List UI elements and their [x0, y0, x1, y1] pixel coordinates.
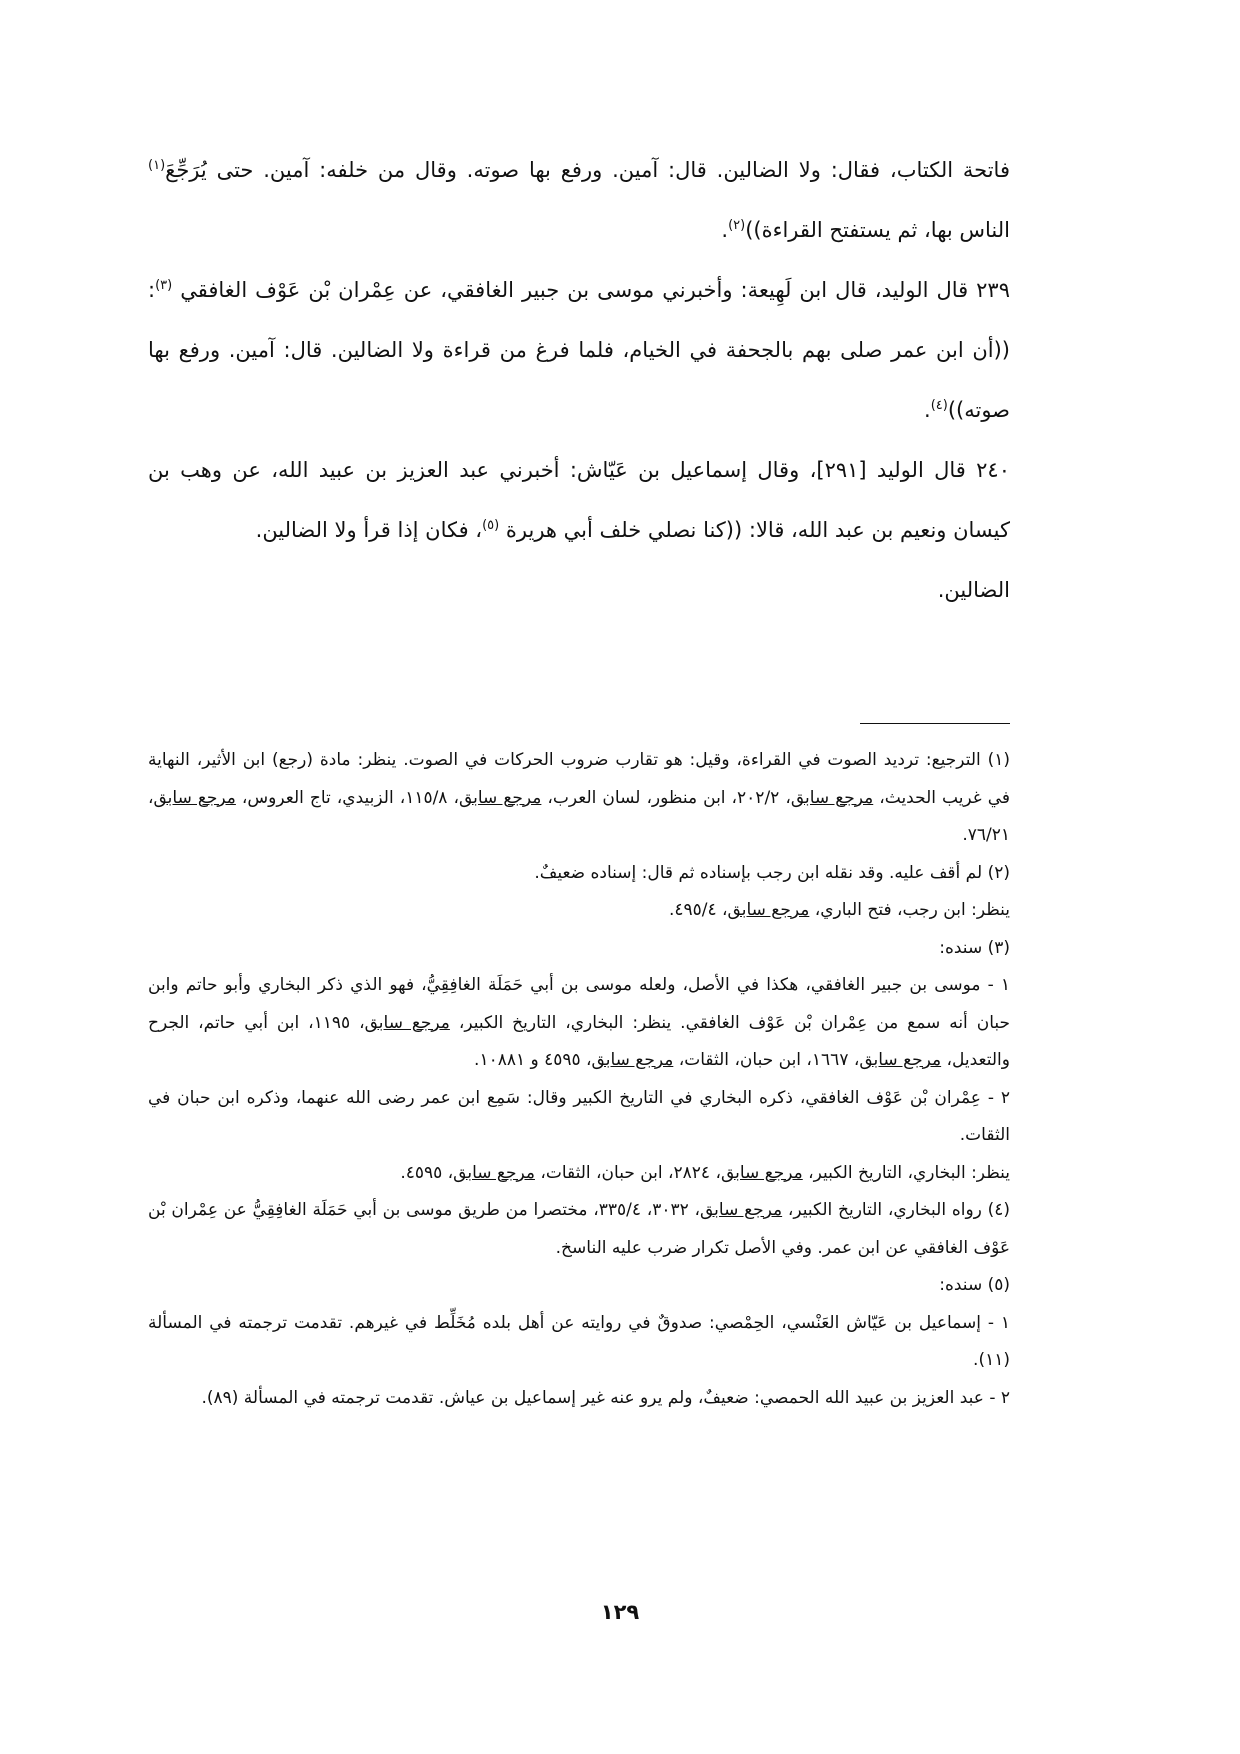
text-run: ١ - إسماعيل بن عَيّاش العَنْسي، الحِمْصي: صدوقٌ في روايته عن أهل بلده مُخَلِّط في غيرهم. تقدمت ترجمته في المسألة (١١).	[148, 1312, 1010, 1370]
footnote	[148, 1155, 1010, 1193]
text-run: ، ٧٦/٢١.	[148, 787, 1010, 845]
footnote	[148, 930, 1010, 968]
text-run: ، ١١٥/٨، الزبيدي، تاج العروس،	[235, 787, 459, 808]
footnote	[148, 1192, 1010, 1267]
text-run: (٢) لم أقف عليه. وقد نقله ابن رجب بإسناده ثم قال: إسناده ضعيفٌ.	[534, 862, 1010, 883]
text-run: ٢ - عِمْران بْن عَوْف الغافقي، ذكره البخاري في التاريخ الكبير وقال: سَمِع ابن عمر رضى الله عنهما، وذكره ابن حبان في الثقات.	[148, 1087, 1010, 1145]
footnote	[148, 967, 1010, 1080]
text-run: : ((أن ابن عمر صلى بهم بالجحفة في الخيام، فلما فرغ من قراءة ولا الضالين. قال: آمين. ورفع بها صوته))	[148, 278, 1010, 422]
text-run: (٣) سنده:	[939, 937, 1010, 958]
text-run: ، ٣٠٣٢، ٣٣٥/٤، مختصرا من طريق موسى بن أبي حَمَلَة الغافِقِيُّ عن عِمْران بْن عَوْف الغافقي عن ابن عمر. وفي الأصل تكرار ضرب عليه الناسخ.	[148, 1200, 1010, 1258]
text-run: ١ - موسى بن جبير الغافقي، هكذا في الأصل، ولعله موسى بن أبي حَمَلَة الغافِقِيُّ، فهو الذي ذكر البخاري وأبو حاتم وابن حبان أنه سمع من عِمْران بْن عَوْف الغافقي. ينظر: البخاري، التاريخ الكبير،	[148, 975, 1011, 1033]
text-run: (٥) سنده:	[939, 1275, 1010, 1295]
text-run: ، ٢٨٢٤، ابن حبان، الثقات،	[534, 1162, 721, 1183]
text-run: ينظر: البخاري، التاريخ الكبير،	[802, 1162, 1010, 1183]
text-run: .	[924, 398, 931, 422]
text-run: ٢ - عبد العزيز بن عبيد الله الحمصي: ضعيفٌ، ولم يرو عنه غير إسماعيل بن عياش. تقدمت ترجمته في المسألة (٨٩).	[201, 1387, 1010, 1408]
citation-reference: مرجع سابق	[153, 787, 236, 808]
footnotes	[148, 742, 1010, 1417]
citation-reference: مرجع سابق	[453, 1162, 535, 1183]
citation-reference: مرجع سابق	[458, 787, 542, 808]
citation-reference: مرجع سابق	[364, 1012, 450, 1033]
text-run: ، ٤٩٥/٤.	[668, 900, 728, 920]
text-run: ، ١١٩٥، ابن أبي حاتم، الجرح والتعديل،	[148, 1012, 1010, 1070]
footnote	[148, 1080, 1010, 1155]
footnote-reference: (٤)	[930, 398, 948, 413]
paragraph	[148, 440, 1010, 560]
page-number: ١٢٩	[600, 1600, 640, 1624]
citation-reference: مرجع سابق	[790, 787, 874, 808]
text-run: (١) الترجيع: ترديد الصوت في القراءة، وقيل: هو تقارب ضروب الحركات في الصوت. ينظر: مادة (رجع) ابن الأثير، النهاية في غريب الحديث،	[148, 750, 1011, 808]
text-run: ، ٤٥٩٥ و ١٠٨٨١.	[474, 1050, 592, 1070]
citation-reference: مرجع سابق	[720, 1162, 803, 1183]
footnote-reference: (٣)	[155, 278, 173, 293]
text-run: (٤) رواه البخاري، التاريخ الكبير،	[782, 1200, 1011, 1220]
main-body	[148, 140, 1010, 620]
text-run: الناس بها، ثم يستفتح القراءة))	[745, 218, 1010, 242]
text-run: .	[721, 218, 729, 242]
footnote	[148, 892, 1010, 930]
citation-reference: مرجع سابق	[700, 1200, 783, 1220]
paragraph	[148, 260, 1010, 440]
main-text	[148, 140, 1010, 620]
text-run: الضالين.	[937, 578, 1010, 602]
citation-reference: مرجع سابق	[859, 1050, 942, 1070]
footnote-reference: (٥)	[482, 518, 500, 533]
paragraph	[148, 560, 1010, 620]
footnote	[148, 1267, 1010, 1305]
text-run: ينظر: ابن رجب، فتح الباري،	[809, 900, 1010, 920]
paragraph	[148, 140, 1010, 260]
footnote	[148, 855, 1010, 893]
footnote-separator	[860, 723, 1010, 724]
text-run: ٢٣٩ قال الوليد، قال ابن لَهِيعة: وأخبرني موسى بن جبير الغافقي، عن عِمْران بْن عَوْف الغافقي	[172, 278, 1010, 302]
citation-reference: مرجع سابق	[727, 900, 810, 920]
footnote	[148, 742, 1010, 855]
text-run: ٢٤٠ قال الوليد [٢٩١]، وقال إسماعيل بن عَيّاش: أخبرني عبد العزيز بن عبيد الله، عن وهب بن كيسان ونعيم بن عبد الله، قالا: ((كنا نصلي خلف أبي هريرة	[148, 458, 1010, 542]
text-run: ، فكان إذا قرأ ولا الضالين.	[255, 518, 483, 542]
footnote	[148, 1305, 1010, 1380]
citation-reference: مرجع سابق	[591, 1050, 674, 1070]
text-run: فاتحة الكتاب، فقال: ولا الضالين. قال: آمين. ورفع بها صوته. وقال من خلفه: آمين. حتى يُرَجِّعَ	[165, 158, 1010, 182]
text-run: ، ٤٥٩٥.	[400, 1162, 454, 1183]
footnote-reference: (٢)	[728, 218, 746, 233]
footnote	[148, 1380, 1010, 1418]
text-run: ، ١٦٦٧، ابن حبان، الثقات،	[673, 1050, 860, 1070]
footnote-reference: (١)	[148, 158, 166, 173]
text-run: ، ٢٠٢/٢، ابن منظور، لسان العرب،	[541, 787, 791, 808]
